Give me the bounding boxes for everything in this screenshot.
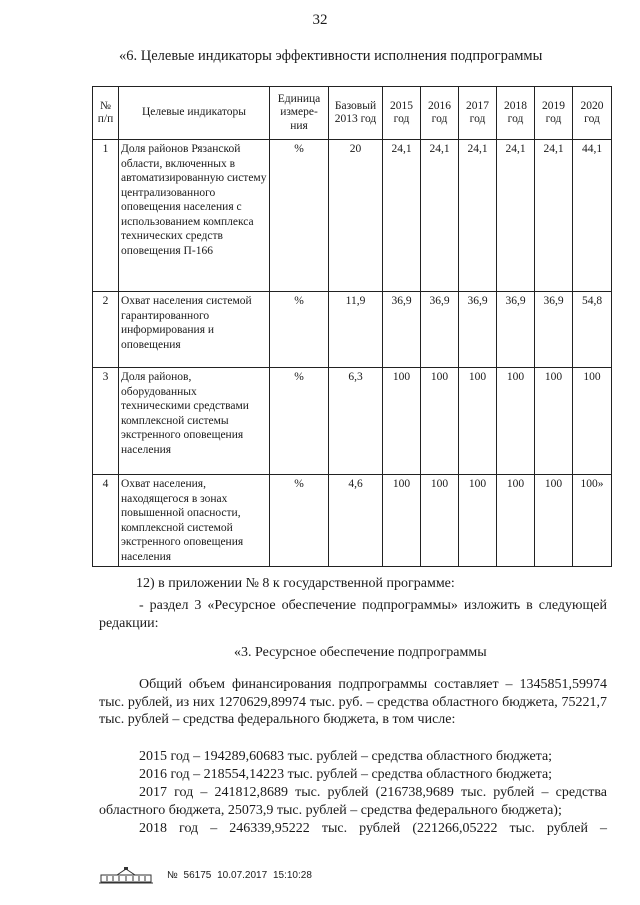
- table-row: [93, 368, 612, 475]
- registration-code: [167, 870, 315, 881]
- cell-2018: 24,1: [497, 140, 535, 292]
- cell-indicator: Охват населения системой гарантированного информирования и оповещения: [119, 292, 270, 368]
- item-12-sub: - раздел 3 «Ресурсное обеспечение подпрограммы» изложить в следующей редакции:: [99, 598, 607, 631]
- col-header-2020: 2020 год: [573, 87, 612, 140]
- cell-base: 4,6: [329, 475, 383, 567]
- cell-num: 4: [93, 475, 119, 567]
- cell-2016: 36,9: [421, 292, 459, 368]
- col-header-unit: Единица измере-ния: [270, 87, 329, 140]
- col-header-2018: 2018 год: [497, 87, 535, 140]
- footer-stamp: [99, 866, 315, 884]
- doc-time: 15:10:28: [272, 869, 312, 881]
- financing-paragraph: Общий объем финансирования подпрограммы составляет – 1345851,59974 тыс. рублей, из них 1270629,89974 тыс. руб. – средства областного бюджета, 75221,7 тыс. рублей – средства федерального бюджета, в том числе:: [99, 677, 607, 727]
- col-header-num: № п/п: [93, 87, 119, 140]
- line-2015: 2015 год – 194289,60683 тыс. рублей – средства областного бюджета;: [139, 749, 553, 764]
- cell-2020: 100: [573, 368, 612, 475]
- cell-2019: 24,1: [535, 140, 573, 292]
- cell-2015: 100: [383, 475, 421, 567]
- cell-unit: %: [270, 368, 329, 475]
- cell-2017: 100: [459, 475, 497, 567]
- col-header-base: Базовый 2013 год: [329, 87, 383, 140]
- cell-2017: 36,9: [459, 292, 497, 368]
- cell-2020: 100»: [573, 475, 612, 567]
- table-header-row: [93, 87, 612, 140]
- doc-number: 56175: [183, 869, 212, 881]
- indicators-table: [92, 86, 612, 567]
- cell-unit: %: [270, 475, 329, 567]
- cell-2018: 100: [497, 475, 535, 567]
- cell-indicator: Охват населения, находящегося в зонах повышенной опасности, комплексной системой экстренного оповещения населения: [119, 475, 270, 567]
- col-header-2015: 2015 год: [383, 87, 421, 140]
- cell-num: 3: [93, 368, 119, 475]
- line-2017: 2017 год – 241812,8689 тыс. рублей (216738,9689 тыс. рублей – средства областного бюджета, 25073,9 тыс. рублей – средства федерального бюджета);: [99, 785, 607, 818]
- col-header-2019: 2019 год: [535, 87, 573, 140]
- col-header-2016: 2016 год: [421, 87, 459, 140]
- cell-2019: 100: [535, 368, 573, 475]
- cell-num: 1: [93, 140, 119, 292]
- table-row: [93, 140, 612, 292]
- table-row: [93, 475, 612, 567]
- cell-base: 6,3: [329, 368, 383, 475]
- cell-2016: 24,1: [421, 140, 459, 292]
- item-12: 12) в приложении № 8 к государственной программе:: [136, 576, 455, 591]
- cell-2018: 36,9: [497, 292, 535, 368]
- cell-2019: 36,9: [535, 292, 573, 368]
- subsection-title: «3. Ресурсное обеспечение подпрограммы: [234, 645, 487, 660]
- cell-base: 20: [329, 140, 383, 292]
- line-2018: 2018 год – 246339,95222 тыс. рублей (221266,05222 тыс. рублей –: [139, 821, 607, 836]
- col-header-indicator: Целевые индикаторы: [119, 87, 270, 140]
- col-header-2017: 2017 год: [459, 87, 497, 140]
- cell-indicator: Доля районов Рязанской области, включенных в автоматизированную систему централизованного оповещения населения с использованием комплекса технических средств оповещения П-166: [119, 140, 270, 292]
- cell-2015: 36,9: [383, 292, 421, 368]
- cell-2019: 100: [535, 475, 573, 567]
- cell-2015: 100: [383, 368, 421, 475]
- page-number: 32: [312, 12, 328, 28]
- cell-2017: 100: [459, 368, 497, 475]
- section-title: «6. Целевые индикаторы эффективности исполнения подпрограммы: [119, 48, 543, 64]
- building-logo-icon: [99, 866, 153, 884]
- line-2016: 2016 год – 218554,14223 тыс. рублей – средства областного бюджета;: [139, 767, 553, 782]
- cell-unit: %: [270, 140, 329, 292]
- cell-2016: 100: [421, 368, 459, 475]
- cell-2018: 100: [497, 368, 535, 475]
- cell-2020: 54,8: [573, 292, 612, 368]
- table-row: [93, 292, 612, 368]
- cell-num: 2: [93, 292, 119, 368]
- number-sign: №: [167, 869, 178, 881]
- cell-2015: 24,1: [383, 140, 421, 292]
- cell-indicator: Доля районов, оборудованных техническими средствами комплексной системы экстренного оповещения населения: [119, 368, 270, 475]
- cell-2016: 100: [421, 475, 459, 567]
- cell-2020: 44,1: [573, 140, 612, 292]
- cell-base: 11,9: [329, 292, 383, 368]
- cell-unit: %: [270, 292, 329, 368]
- cell-2017: 24,1: [459, 140, 497, 292]
- doc-date: 10.07.2017: [217, 869, 268, 881]
